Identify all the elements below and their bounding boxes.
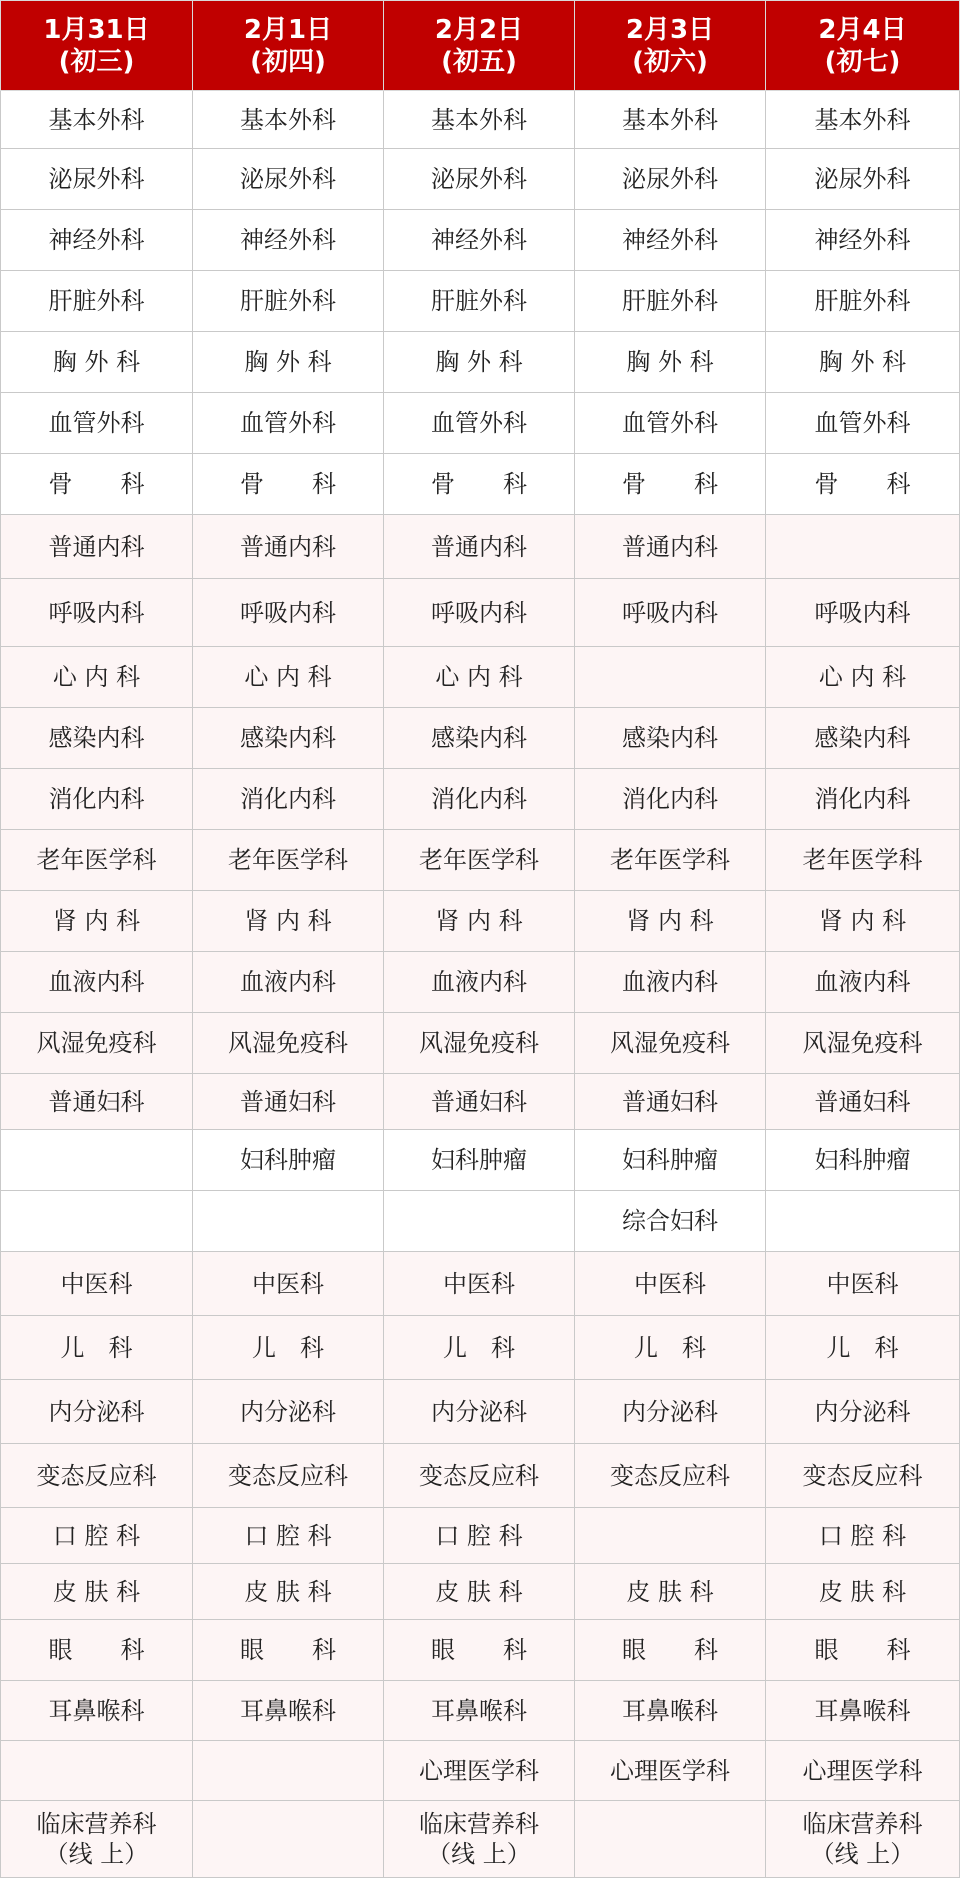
department-cell: 血管外科 [1, 393, 193, 454]
department-cell: 眼 科 [193, 1620, 384, 1681]
department-cell: 儿 科 [384, 1316, 575, 1380]
department-cell: 内分泌科 [1, 1380, 193, 1444]
department-cell: 血液内科 [766, 952, 960, 1013]
department-cell: 血液内科 [193, 952, 384, 1013]
department-cell: 消化内科 [1, 769, 193, 830]
table-row [1, 393, 960, 454]
department-cell: 血管外科 [384, 393, 575, 454]
department-cell: 消化内科 [575, 769, 766, 830]
table-row [1, 647, 960, 708]
department-cell [575, 1508, 766, 1564]
department-cell: 呼吸内科 [384, 579, 575, 647]
department-cell: 肾 内 科 [575, 891, 766, 952]
day-lunar: (初七) [824, 46, 901, 77]
department-cell: 基本外科 [1, 91, 193, 149]
department-cell: 口 腔 科 [193, 1508, 384, 1564]
department-cell [193, 1801, 384, 1878]
department-cell: 老年医学科 [193, 830, 384, 891]
department-cell: 妇科肿瘤 [193, 1130, 384, 1191]
department-cell: 泌尿外科 [384, 149, 575, 210]
department-cell: 肾 内 科 [193, 891, 384, 952]
department-cell [193, 1741, 384, 1801]
department-cell: 呼吸内科 [1, 579, 193, 647]
table-row [1, 1013, 960, 1074]
department-cell: 心 内 科 [766, 647, 960, 708]
department-cell: 口 腔 科 [1, 1508, 193, 1564]
day-date: 1月31日 [43, 14, 150, 45]
department-cell: 基本外科 [384, 91, 575, 149]
table-row [1, 891, 960, 952]
department-cell: 耳鼻喉科 [575, 1681, 766, 1741]
department-cell: 变态反应科 [193, 1444, 384, 1508]
table-row [1, 149, 960, 210]
department-cell: 老年医学科 [766, 830, 960, 891]
department-cell: 眼 科 [766, 1620, 960, 1681]
department-cell: 胸 外 科 [384, 332, 575, 393]
department-cell: 基本外科 [193, 91, 384, 149]
day-date: 2月3日 [625, 14, 715, 45]
department-cell: 基本外科 [766, 91, 960, 149]
day-header [575, 1, 766, 91]
department-cell: 耳鼻喉科 [766, 1681, 960, 1741]
department-cell: 肝脏外科 [766, 271, 960, 332]
department-cell: 肝脏外科 [575, 271, 766, 332]
department-cell: 神经外科 [193, 210, 384, 271]
department-cell: 内分泌科 [766, 1380, 960, 1444]
department-cell: 皮 肤 科 [193, 1564, 384, 1620]
department-cell: 老年医学科 [384, 830, 575, 891]
department-cell: 中医科 [1, 1252, 193, 1316]
department-cell: 胸 外 科 [1, 332, 193, 393]
department-cell: 变态反应科 [766, 1444, 960, 1508]
day-lunar: (初三) [58, 46, 135, 77]
department-cell: 眼 科 [575, 1620, 766, 1681]
department-cell: 胸 外 科 [575, 332, 766, 393]
department-cell: 消化内科 [384, 769, 575, 830]
department-cell: 泌尿外科 [193, 149, 384, 210]
department-cell: 变态反应科 [1, 1444, 193, 1508]
department-cell: 中医科 [575, 1252, 766, 1316]
department-cell: 儿 科 [766, 1316, 960, 1380]
department-cell: 中医科 [384, 1252, 575, 1316]
department-cell: 肾 内 科 [766, 891, 960, 952]
department-cell: 骨 科 [384, 454, 575, 515]
department-cell [384, 1191, 575, 1252]
table-row [1, 1252, 960, 1316]
department-cell: 普通内科 [575, 515, 766, 579]
day-header [1, 1, 193, 91]
department-cell: 耳鼻喉科 [193, 1681, 384, 1741]
department-cell: 骨 科 [193, 454, 384, 515]
table-row [1, 1741, 960, 1801]
department-cell: 皮 肤 科 [384, 1564, 575, 1620]
table-row [1, 1508, 960, 1564]
department-cell: 儿 科 [1, 1316, 193, 1380]
department-cell [1, 1741, 193, 1801]
department-cell: 临床营养科 （线 上） [766, 1801, 960, 1878]
department-cell: 血管外科 [766, 393, 960, 454]
department-cell [1, 1130, 193, 1191]
department-cell: 老年医学科 [575, 830, 766, 891]
department-cell: 皮 肤 科 [766, 1564, 960, 1620]
department-cell: 肝脏外科 [193, 271, 384, 332]
header-row [1, 1, 960, 91]
department-cell: 消化内科 [766, 769, 960, 830]
department-cell: 感染内科 [1, 708, 193, 769]
table-row [1, 515, 960, 579]
department-cell: 风湿免疫科 [766, 1013, 960, 1074]
department-cell: 眼 科 [1, 1620, 193, 1681]
department-cell: 儿 科 [193, 1316, 384, 1380]
department-cell: 耳鼻喉科 [384, 1681, 575, 1741]
table-row [1, 1380, 960, 1444]
department-cell: 风湿免疫科 [384, 1013, 575, 1074]
department-cell: 内分泌科 [193, 1380, 384, 1444]
department-cell: 血液内科 [1, 952, 193, 1013]
department-cell: 消化内科 [193, 769, 384, 830]
department-cell: 普通妇科 [575, 1074, 766, 1130]
department-cell: 口 腔 科 [384, 1508, 575, 1564]
day-header [193, 1, 384, 91]
department-cell: 心理医学科 [384, 1741, 575, 1801]
day-date: 2月4日 [818, 14, 907, 45]
department-cell: 普通内科 [193, 515, 384, 579]
table-row [1, 454, 960, 515]
department-cell: 皮 肤 科 [1, 1564, 193, 1620]
department-cell [766, 515, 960, 579]
day-lunar: (初五) [441, 46, 517, 77]
department-cell [193, 1191, 384, 1252]
table-row [1, 579, 960, 647]
department-cell: 妇科肿瘤 [575, 1130, 766, 1191]
table-row [1, 1681, 960, 1741]
department-cell: 泌尿外科 [766, 149, 960, 210]
department-cell: 风湿免疫科 [575, 1013, 766, 1074]
department-cell: 心 内 科 [193, 647, 384, 708]
department-cell: 妇科肿瘤 [766, 1130, 960, 1191]
day-date: 2月2日 [434, 14, 524, 45]
table-row [1, 91, 960, 149]
department-cell: 基本外科 [575, 91, 766, 149]
department-cell: 风湿免疫科 [1, 1013, 193, 1074]
department-cell: 中医科 [193, 1252, 384, 1316]
table-row [1, 1801, 960, 1878]
department-cell: 神经外科 [1, 210, 193, 271]
department-cell: 普通妇科 [384, 1074, 575, 1130]
table-row [1, 1564, 960, 1620]
department-cell: 神经外科 [384, 210, 575, 271]
department-cell: 胸 外 科 [193, 332, 384, 393]
table-row [1, 332, 960, 393]
table-row [1, 1191, 960, 1252]
department-cell: 内分泌科 [575, 1380, 766, 1444]
department-cell: 心 内 科 [1, 647, 193, 708]
department-cell: 内分泌科 [384, 1380, 575, 1444]
department-cell [575, 1801, 766, 1878]
department-cell: 中医科 [766, 1252, 960, 1316]
department-cell: 呼吸内科 [766, 579, 960, 647]
day-header [384, 1, 575, 91]
department-cell: 感染内科 [384, 708, 575, 769]
department-cell: 感染内科 [766, 708, 960, 769]
table-row [1, 1316, 960, 1380]
department-cell: 肝脏外科 [384, 271, 575, 332]
department-cell: 血管外科 [193, 393, 384, 454]
department-cell: 普通妇科 [1, 1074, 193, 1130]
department-cell: 综合妇科 [575, 1191, 766, 1252]
department-cell: 风湿免疫科 [193, 1013, 384, 1074]
department-cell: 耳鼻喉科 [1, 1681, 193, 1741]
department-cell: 神经外科 [766, 210, 960, 271]
department-cell: 神经外科 [575, 210, 766, 271]
department-cell: 感染内科 [193, 708, 384, 769]
department-cell: 感染内科 [575, 708, 766, 769]
table-row [1, 708, 960, 769]
department-cell: 骨 科 [766, 454, 960, 515]
department-cell: 血液内科 [575, 952, 766, 1013]
department-cell: 妇科肿瘤 [384, 1130, 575, 1191]
department-cell: 普通妇科 [766, 1074, 960, 1130]
department-cell: 口 腔 科 [766, 1508, 960, 1564]
department-cell: 呼吸内科 [193, 579, 384, 647]
table-row [1, 830, 960, 891]
department-cell: 心 内 科 [384, 647, 575, 708]
department-cell: 普通内科 [1, 515, 193, 579]
department-cell: 骨 科 [575, 454, 766, 515]
department-cell: 骨 科 [1, 454, 193, 515]
department-cell: 胸 外 科 [766, 332, 960, 393]
department-cell: 肝脏外科 [1, 271, 193, 332]
department-cell: 变态反应科 [384, 1444, 575, 1508]
department-cell [766, 1191, 960, 1252]
department-cell: 呼吸内科 [575, 579, 766, 647]
table-row [1, 1130, 960, 1191]
department-cell: 心理医学科 [766, 1741, 960, 1801]
department-cell: 儿 科 [575, 1316, 766, 1380]
day-header [766, 1, 960, 91]
department-cell: 血管外科 [575, 393, 766, 454]
table-row [1, 271, 960, 332]
department-cell: 眼 科 [384, 1620, 575, 1681]
department-cell: 变态反应科 [575, 1444, 766, 1508]
department-cell: 临床营养科 （线 上） [1, 1801, 193, 1878]
department-cell: 肾 内 科 [1, 891, 193, 952]
table-row [1, 1620, 960, 1681]
table-row [1, 210, 960, 271]
department-cell: 血液内科 [384, 952, 575, 1013]
department-cell: 泌尿外科 [575, 149, 766, 210]
department-cell: 老年医学科 [1, 830, 193, 891]
day-lunar: (初六) [632, 46, 708, 77]
department-cell: 普通妇科 [193, 1074, 384, 1130]
day-lunar: (初四) [250, 46, 326, 77]
table-row [1, 1074, 960, 1130]
department-cell: 泌尿外科 [1, 149, 193, 210]
table-row [1, 1444, 960, 1508]
department-cell [1, 1191, 193, 1252]
department-cell: 心理医学科 [575, 1741, 766, 1801]
department-cell [575, 647, 766, 708]
day-date: 2月1日 [243, 14, 333, 45]
department-cell: 皮 肤 科 [575, 1564, 766, 1620]
department-cell: 肾 内 科 [384, 891, 575, 952]
department-cell: 临床营养科 （线 上） [384, 1801, 575, 1878]
table-row [1, 769, 960, 830]
table-row [1, 952, 960, 1013]
department-cell: 普通内科 [384, 515, 575, 579]
